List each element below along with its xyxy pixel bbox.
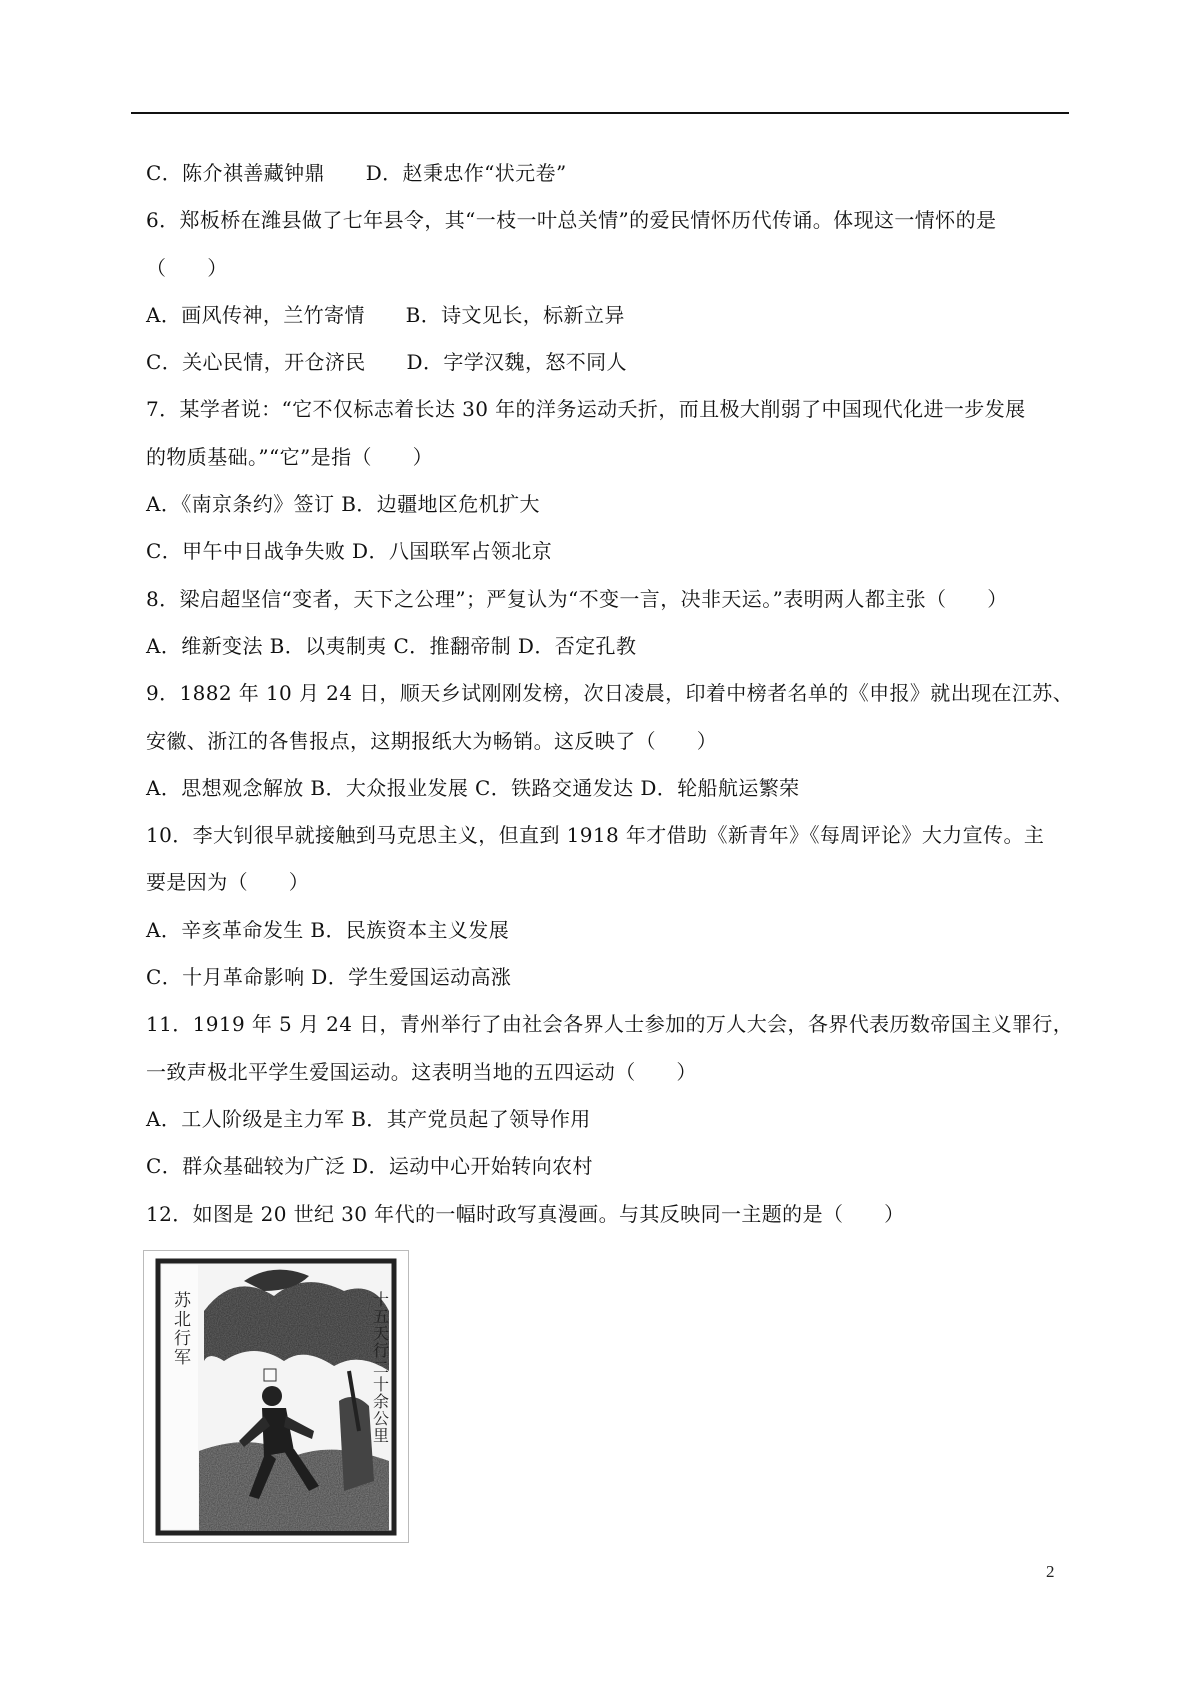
text-line: C．十月革命影响 D．学生爱国运动高涨 [146,965,512,990]
text-line: 一致声极北平学生爱国运动。这表明当地的五四运动（ ） [146,1059,697,1084]
header-rule [131,112,1069,114]
text-line: A．《南京条约》签订 B．边疆地区危机扩大 [146,492,540,517]
text-line: A．工人阶级是主力军 B．其产党员起了领导作用 [146,1106,591,1131]
text-line: A．思想观念解放 B．大众报业发展 C．铁路交通发达 D．轮船航运繁荣 [146,775,800,800]
text-line: 8．梁启超坚信“变者，天下之公理”；严复认为“不变一言，决非天运。”表明两人都主张（ ） [146,586,1008,611]
text-line: C．群众基础较为广泛 D．运动中心开始转向农村 [146,1154,593,1179]
text-line: 6．郑板桥在潍县做了七年县令，其“一枝一叶总关情”的爱民情怀历代传诵。体现这一情怀的是 [146,208,997,233]
text-line: C．甲午中日战争失败 D．八国联军占领北京 [146,539,553,564]
text-line: 11．1919 年 5 月 24 日，青州举行了由社会各界人士参加的万人大会，各界代表历数帝国主义罪行， [146,1012,1074,1037]
question-text [146,150,1076,1238]
text-line: 12．如图是 20 世纪 30 年代的一幅时政写真漫画。与其反映同一主题的是（ ） [146,1201,905,1226]
page-number: 2 [1046,1562,1055,1581]
text-line: C．关心民情，开仓济民 D．字学汉魏，怒不同人 [146,350,627,375]
text-line: （ ） [146,255,228,280]
text-line: 的物质基础。”“它”是指（ ） [146,444,434,469]
text-line: A．维新变法 B．以夷制夷 C．推翻帝制 D．否定孔教 [146,633,637,658]
text-line: 9．1882 年 10 月 24 日，顺天乡试刚刚发榜，次日凌晨，印着中榜者名单的《申报》就出现在江苏、 [146,681,1074,706]
text-line: C．陈介祺善藏钟鼎 D．赵秉忠作“状元卷” [146,161,567,185]
text-line: 安徽、浙江的各售报点，这期报纸大为畅销。这反映了（ ） [146,728,718,753]
text-line: A．画风传神，兰竹寄情 B．诗文见长，标新立异 [146,302,625,327]
text-line: 要是因为（ ） [146,870,310,895]
text-line: 10．李大钊很早就接触到马克思主义，但直到 1918 年才借助《新青年》《每周评论》大力宣传。主 [146,823,1045,848]
text-line: A．辛亥革命发生 B．民族资本主义发展 [146,917,510,942]
cartoon-left-caption: 苏北行军 [170,1291,190,1367]
political-cartoon-image [143,1250,409,1543]
text-line: 7．某学者说：“它不仅标志着长达 30 年的洋务运动夭折，而且极大削弱了中国现代化进一步发展 [146,397,1026,422]
cartoon-right-caption: 十五天行二十余公里 [370,1291,390,1444]
